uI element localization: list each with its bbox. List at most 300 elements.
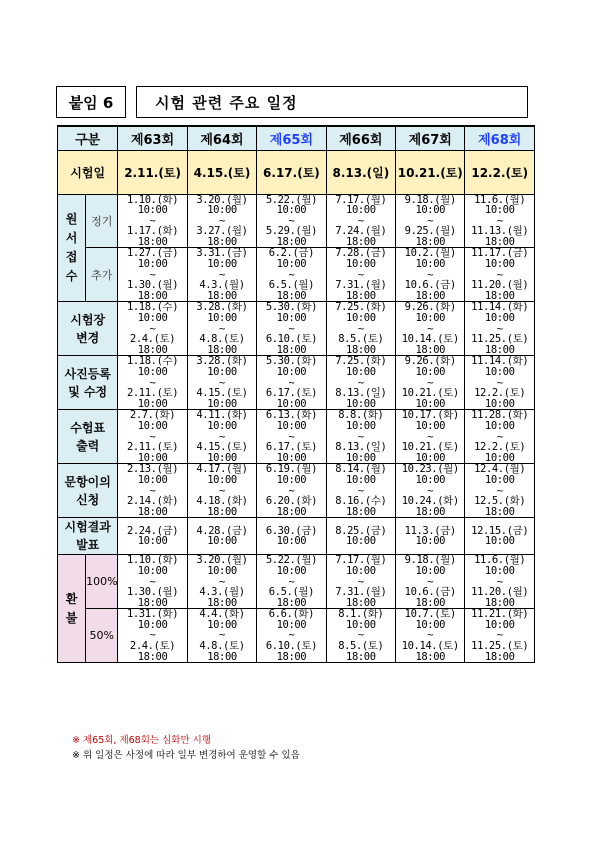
end-date: 6.17.(토) bbox=[265, 387, 318, 400]
start-date: 7.17.(월) bbox=[335, 193, 387, 206]
schedule-cell bbox=[257, 356, 326, 410]
range-tilde: ~ bbox=[219, 376, 225, 389]
start-time: 10:00 bbox=[276, 258, 307, 271]
start-date: 5.30.(화) bbox=[265, 355, 318, 368]
end-time: 18:00 bbox=[415, 650, 446, 663]
col-header-66: 제66회 bbox=[326, 126, 395, 150]
start-time: 10:00 bbox=[484, 618, 515, 631]
end-time: 18:00 bbox=[207, 596, 237, 609]
schedule-cell bbox=[257, 464, 326, 518]
start-date: 3.20.(월) bbox=[196, 554, 248, 567]
range-tilde: ~ bbox=[219, 430, 225, 443]
attachment-badge: 붙임 6 bbox=[56, 86, 126, 118]
exam-date-67: 10.21.(토) bbox=[396, 150, 465, 194]
start-date: 4.17.(월) bbox=[196, 463, 248, 476]
schedule-cell bbox=[396, 248, 465, 302]
range-tilde: ~ bbox=[219, 575, 225, 588]
start-date: 10.17.(화) bbox=[401, 409, 459, 422]
schedule-cell bbox=[465, 194, 535, 248]
start-time: 10:00 bbox=[346, 312, 376, 325]
schedule-cell bbox=[396, 464, 465, 518]
end-time: 18:00 bbox=[415, 235, 446, 248]
schedule-cell bbox=[257, 609, 326, 663]
footnote-schedule-change: ※ 위 일정은 사정에 따라 일부 변경하여 운영할 수 있음 bbox=[72, 750, 300, 761]
start-time: 10:00 bbox=[415, 419, 446, 432]
refund-label: 환 불 bbox=[58, 555, 86, 663]
refund-50-row bbox=[58, 609, 535, 663]
start-date: 3.28.(화) bbox=[196, 355, 248, 368]
venue-row bbox=[58, 302, 535, 356]
exam-date-64: 4.15.(토) bbox=[187, 150, 256, 194]
page-header bbox=[56, 86, 528, 118]
schedule-cell bbox=[396, 518, 465, 555]
start-time: 10:00 bbox=[137, 204, 168, 217]
schedule-cell bbox=[187, 302, 256, 356]
app-regular-label: 정기 bbox=[86, 194, 118, 248]
end-date: 7.31.(월) bbox=[335, 586, 387, 599]
start-time: 10:00 bbox=[346, 419, 376, 432]
end-date: 10.14.(토) bbox=[401, 333, 459, 346]
schedule-cell bbox=[257, 248, 326, 302]
start-date: 12.4.(월) bbox=[474, 463, 526, 476]
end-date: 10.6.(금) bbox=[404, 279, 456, 292]
start-date: 4.4.(화) bbox=[199, 608, 245, 621]
result-label: 시험결과 발표 bbox=[58, 518, 118, 555]
range-tilde: ~ bbox=[288, 376, 295, 389]
end-time: 18:00 bbox=[415, 596, 446, 609]
end-time: 18:00 bbox=[137, 650, 168, 663]
schedule-cell bbox=[118, 248, 187, 302]
end-time: 18:00 bbox=[415, 343, 446, 356]
schedule-cell bbox=[465, 248, 535, 302]
end-date: 1.30.(월) bbox=[126, 279, 179, 292]
document-title: 시험 관련 주요 일정 bbox=[136, 86, 528, 118]
end-date: 9.25.(월) bbox=[404, 225, 456, 238]
start-date: 7.28.(금) bbox=[335, 247, 387, 260]
end-date: 10.21.(토) bbox=[401, 441, 459, 454]
start-date: 4.11.(화) bbox=[196, 409, 248, 422]
end-date: 7.31.(월) bbox=[335, 279, 387, 292]
end-time: 18:00 bbox=[207, 235, 237, 248]
end-time: 18:00 bbox=[276, 235, 307, 248]
range-tilde: ~ bbox=[149, 268, 156, 281]
end-date: 8.5.(토) bbox=[338, 640, 384, 653]
start-time: 10:00 bbox=[137, 618, 168, 631]
start-time: 10:00 bbox=[137, 312, 168, 325]
end-time: 18:00 bbox=[276, 505, 307, 518]
exam-date-68: 12.2.(토) bbox=[465, 150, 535, 194]
photo-row bbox=[58, 356, 535, 410]
start-time: 10:00 bbox=[415, 312, 446, 325]
end-date: 11.25.(토) bbox=[471, 333, 529, 346]
end-date: 11.20.(월) bbox=[471, 279, 529, 292]
end-date: 1.30.(월) bbox=[126, 586, 179, 599]
end-time: 18:00 bbox=[484, 343, 515, 356]
schedule-cell bbox=[326, 194, 395, 248]
range-tilde: ~ bbox=[427, 629, 434, 642]
start-time: 10:00 bbox=[484, 366, 515, 378]
start-time: 10:00 bbox=[276, 473, 307, 486]
start-time: 10:00 bbox=[346, 204, 376, 217]
end-date: 11.13.(월) bbox=[471, 225, 529, 238]
start-date: 3.28.(화) bbox=[196, 301, 248, 314]
start-date: 11.17.(금) bbox=[471, 247, 529, 260]
venue-label: 시험장 변경 bbox=[58, 302, 118, 356]
end-date: 8.5.(토) bbox=[338, 333, 384, 346]
end-time: 18:00 bbox=[276, 596, 307, 609]
exam-date-label: 시험일 bbox=[58, 150, 118, 194]
end-time: 10:00 bbox=[415, 451, 446, 464]
start-date: 12.15.(금) bbox=[471, 524, 529, 537]
range-tilde: ~ bbox=[357, 268, 364, 281]
range-tilde: ~ bbox=[427, 484, 434, 497]
range-tilde: ~ bbox=[496, 484, 503, 497]
schedule-cell bbox=[257, 518, 326, 555]
ticket-row bbox=[58, 410, 535, 464]
end-time: 10:00 bbox=[484, 451, 515, 464]
range-tilde: ~ bbox=[288, 629, 295, 642]
end-time: 18:00 bbox=[207, 289, 237, 302]
start-date: 8.14.(월) bbox=[335, 463, 387, 476]
schedule-cell bbox=[465, 356, 535, 410]
end-time: 18:00 bbox=[346, 343, 376, 356]
start-time: 10:00 bbox=[346, 535, 376, 548]
start-date: 11.21.(화) bbox=[471, 608, 529, 621]
start-date: 1.31.(화) bbox=[126, 608, 179, 621]
end-date: 4.3.(월) bbox=[199, 586, 245, 599]
start-time: 10:00 bbox=[207, 204, 237, 217]
col-header-67: 제67회 bbox=[396, 126, 465, 150]
start-time: 10:00 bbox=[415, 473, 446, 486]
range-tilde: ~ bbox=[427, 214, 434, 227]
end-time: 10:00 bbox=[276, 451, 307, 464]
end-time: 18:00 bbox=[207, 343, 237, 356]
end-date: 6.5.(월) bbox=[268, 279, 315, 292]
start-date: 1.18.(수) bbox=[126, 355, 179, 368]
end-time: 10:00 bbox=[207, 397, 237, 410]
range-tilde: ~ bbox=[357, 214, 364, 227]
schedule-table bbox=[57, 125, 535, 663]
start-time: 10:00 bbox=[415, 564, 446, 577]
start-date: 1.27.(금) bbox=[126, 247, 179, 260]
range-tilde: ~ bbox=[427, 376, 434, 389]
range-tilde: ~ bbox=[219, 322, 225, 335]
range-tilde: ~ bbox=[496, 322, 503, 335]
range-tilde: ~ bbox=[496, 376, 503, 389]
start-date: 3.31.(금) bbox=[196, 247, 248, 260]
end-time: 18:00 bbox=[346, 650, 376, 663]
end-date: 6.10.(토) bbox=[265, 640, 318, 653]
start-time: 10:00 bbox=[346, 258, 376, 271]
range-tilde: ~ bbox=[496, 575, 503, 588]
schedule-cell bbox=[187, 356, 256, 410]
schedule-cell bbox=[396, 356, 465, 410]
end-time: 10:00 bbox=[207, 451, 237, 464]
range-tilde: ~ bbox=[496, 214, 503, 227]
start-date: 2.7.(화) bbox=[129, 409, 176, 422]
col-header-63: 제63회 bbox=[118, 126, 187, 150]
schedule-cell bbox=[326, 410, 395, 464]
start-time: 10:00 bbox=[484, 258, 515, 271]
start-date: 1.18.(수) bbox=[126, 301, 179, 314]
range-tilde: ~ bbox=[496, 430, 503, 443]
start-time: 10:00 bbox=[207, 618, 237, 631]
end-time: 18:00 bbox=[484, 235, 515, 248]
start-time: 10:00 bbox=[484, 204, 515, 217]
schedule-cell bbox=[257, 194, 326, 248]
start-date: 1.10.(화) bbox=[126, 193, 179, 206]
schedule-cell bbox=[465, 555, 535, 609]
range-tilde: ~ bbox=[288, 575, 295, 588]
schedule-cell bbox=[326, 609, 395, 663]
range-tilde: ~ bbox=[427, 322, 434, 335]
schedule-cell bbox=[465, 410, 535, 464]
start-time: 10:00 bbox=[415, 618, 446, 631]
end-time: 10:00 bbox=[137, 397, 168, 410]
start-time: 10:00 bbox=[276, 204, 307, 217]
end-time: 18:00 bbox=[484, 650, 515, 663]
schedule-cell bbox=[465, 609, 535, 663]
footnote-special: ※ 제65회, 제68회는 심화만 시행 bbox=[72, 735, 212, 746]
schedule-cell bbox=[118, 410, 187, 464]
end-time: 18:00 bbox=[276, 289, 307, 302]
end-date: 6.20.(화) bbox=[265, 495, 318, 508]
end-time: 18:00 bbox=[484, 505, 515, 518]
end-time: 18:00 bbox=[276, 650, 307, 663]
start-time: 10:00 bbox=[276, 366, 307, 378]
start-date: 8.25.(금) bbox=[335, 524, 387, 537]
end-date: 2.11.(토) bbox=[126, 441, 179, 454]
end-time: 18:00 bbox=[346, 289, 376, 302]
start-time: 10:00 bbox=[415, 258, 446, 271]
footnotes bbox=[72, 733, 300, 763]
end-date: 2.4.(토) bbox=[129, 333, 176, 346]
end-date: 4.15.(토) bbox=[196, 387, 248, 400]
end-time: 18:00 bbox=[346, 505, 376, 518]
end-date: 4.18.(화) bbox=[196, 495, 248, 508]
schedule-cell bbox=[118, 609, 187, 663]
range-tilde: ~ bbox=[357, 322, 364, 335]
range-tilde: ~ bbox=[357, 484, 364, 497]
end-time: 10:00 bbox=[346, 397, 376, 410]
end-date: 12.5.(화) bbox=[474, 495, 526, 508]
start-time: 10:00 bbox=[207, 419, 237, 432]
start-time: 10:00 bbox=[207, 473, 237, 486]
schedule-cell bbox=[187, 194, 256, 248]
end-time: 18:00 bbox=[137, 505, 168, 518]
end-date: 5.29.(월) bbox=[265, 225, 318, 238]
end-date: 10.14.(토) bbox=[401, 640, 459, 653]
schedule-cell bbox=[465, 302, 535, 356]
end-time: 18:00 bbox=[137, 289, 168, 302]
refund-100-label: 100% bbox=[86, 555, 118, 609]
end-time: 18:00 bbox=[207, 505, 237, 518]
end-time: 18:00 bbox=[276, 343, 307, 356]
start-date: 5.22.(월) bbox=[265, 193, 318, 206]
range-tilde: ~ bbox=[288, 214, 295, 227]
schedule-cell bbox=[187, 555, 256, 609]
start-time: 10:00 bbox=[484, 312, 515, 325]
end-time: 18:00 bbox=[484, 596, 515, 609]
end-date: 12.2.(토) bbox=[474, 441, 526, 454]
end-date: 12.2.(토) bbox=[474, 387, 526, 400]
start-time: 10:00 bbox=[137, 535, 168, 548]
range-tilde: ~ bbox=[219, 268, 225, 281]
start-time: 10:00 bbox=[484, 473, 515, 486]
result-row bbox=[58, 518, 535, 555]
schedule-cell bbox=[465, 464, 535, 518]
end-date: 2.14.(화) bbox=[126, 495, 179, 508]
schedule-cell bbox=[187, 464, 256, 518]
end-time: 18:00 bbox=[415, 289, 446, 302]
schedule-cell bbox=[326, 518, 395, 555]
start-time: 10:00 bbox=[207, 258, 237, 271]
start-time: 10:00 bbox=[484, 419, 515, 432]
start-date: 11.6.(월) bbox=[474, 193, 526, 206]
end-time: 10:00 bbox=[346, 451, 376, 464]
schedule-cell bbox=[326, 555, 395, 609]
schedule-cell bbox=[257, 410, 326, 464]
end-date: 6.17.(토) bbox=[265, 441, 318, 454]
end-date: 10.21.(토) bbox=[401, 387, 459, 400]
start-date: 5.22.(월) bbox=[265, 554, 318, 567]
start-time: 10:00 bbox=[207, 312, 237, 325]
end-date: 2.11.(토) bbox=[126, 387, 179, 400]
start-date: 7.25.(화) bbox=[335, 355, 387, 368]
start-date: 6.19.(월) bbox=[265, 463, 318, 476]
start-date: 9.18.(월) bbox=[404, 554, 456, 567]
ticket-label: 수험표 출력 bbox=[58, 410, 118, 464]
exam-date-row bbox=[58, 150, 535, 194]
range-tilde: ~ bbox=[288, 484, 295, 497]
schedule-cell bbox=[396, 555, 465, 609]
photo-label: 사진등록 및 수정 bbox=[58, 356, 118, 410]
start-date: 3.20.(월) bbox=[196, 193, 248, 206]
end-date: 8.13.(일) bbox=[335, 387, 387, 400]
schedule-cell bbox=[396, 194, 465, 248]
exam-date-63: 2.11.(토) bbox=[118, 150, 187, 194]
end-date: 10.6.(금) bbox=[404, 586, 456, 599]
end-time: 18:00 bbox=[346, 235, 376, 248]
range-tilde: ~ bbox=[149, 484, 156, 497]
end-date: 1.17.(화) bbox=[126, 225, 179, 238]
range-tilde: ~ bbox=[357, 575, 364, 588]
start-date: 7.17.(월) bbox=[335, 554, 387, 567]
schedule-cell bbox=[326, 302, 395, 356]
start-date: 9.26.(화) bbox=[404, 355, 456, 368]
range-tilde: ~ bbox=[427, 575, 434, 588]
end-time: 18:00 bbox=[346, 596, 376, 609]
start-time: 10:00 bbox=[207, 366, 237, 378]
start-date: 11.3.(금) bbox=[404, 524, 456, 537]
start-time: 10:00 bbox=[276, 564, 307, 577]
start-date: 11.28.(화) bbox=[471, 409, 529, 422]
start-date: 8.1.(화) bbox=[338, 608, 384, 621]
schedule-cell bbox=[187, 518, 256, 555]
end-date: 6.5.(월) bbox=[268, 586, 315, 599]
col-header-68: 제68회 bbox=[465, 126, 535, 150]
end-date: 7.24.(월) bbox=[335, 225, 387, 238]
end-date: 4.8.(토) bbox=[199, 333, 245, 346]
appeal-label: 문항이의 신청 bbox=[58, 464, 118, 518]
start-date: 10.23.(월) bbox=[401, 463, 459, 476]
schedule-cell bbox=[396, 410, 465, 464]
start-time: 10:00 bbox=[137, 419, 168, 432]
app-extra-row bbox=[58, 248, 535, 302]
start-time: 10:00 bbox=[346, 473, 376, 486]
end-date: 8.16.(수) bbox=[335, 495, 387, 508]
start-date: 6.6.(화) bbox=[268, 608, 315, 621]
end-time: 18:00 bbox=[415, 505, 446, 518]
schedule-cell bbox=[257, 555, 326, 609]
end-date: 11.20.(월) bbox=[471, 586, 529, 599]
range-tilde: ~ bbox=[288, 322, 295, 335]
schedule-cell bbox=[118, 518, 187, 555]
column-header-row bbox=[58, 126, 535, 150]
range-tilde: ~ bbox=[219, 214, 225, 227]
schedule-cell bbox=[187, 609, 256, 663]
start-date: 1.10.(화) bbox=[126, 554, 179, 567]
start-time: 10:00 bbox=[137, 473, 168, 486]
schedule-cell bbox=[118, 555, 187, 609]
end-time: 18:00 bbox=[137, 596, 168, 609]
schedule-cell bbox=[118, 194, 187, 248]
end-time: 18:00 bbox=[137, 235, 168, 248]
exam-date-65: 6.17.(토) bbox=[257, 150, 326, 194]
schedule-cell bbox=[326, 464, 395, 518]
schedule-cell bbox=[257, 302, 326, 356]
end-time: 10:00 bbox=[484, 397, 515, 410]
start-time: 10:00 bbox=[415, 366, 446, 378]
range-tilde: ~ bbox=[149, 629, 156, 642]
refund-100-row bbox=[58, 555, 535, 609]
start-time: 10:00 bbox=[484, 564, 515, 577]
start-time: 10:00 bbox=[346, 618, 376, 631]
start-date: 9.18.(월) bbox=[404, 193, 456, 206]
refund-50-label: 50% bbox=[86, 609, 118, 663]
range-tilde: ~ bbox=[496, 629, 503, 642]
schedule-cell bbox=[187, 248, 256, 302]
end-date: 4.15.(토) bbox=[196, 441, 248, 454]
start-time: 10:00 bbox=[276, 312, 307, 325]
range-tilde: ~ bbox=[288, 268, 295, 281]
end-time: 18:00 bbox=[207, 650, 237, 663]
start-date: 11.14.(화) bbox=[471, 355, 529, 368]
start-date: 5.30.(화) bbox=[265, 301, 318, 314]
start-date: 8.8.(화) bbox=[338, 409, 384, 422]
application-label: 원 서 접 수 bbox=[58, 194, 86, 302]
end-time: 18:00 bbox=[484, 289, 515, 302]
start-time: 10:00 bbox=[276, 419, 307, 432]
range-tilde: ~ bbox=[496, 268, 503, 281]
start-date: 10.2.(월) bbox=[404, 247, 456, 260]
appeal-row bbox=[58, 464, 535, 518]
start-date: 6.2.(금) bbox=[268, 247, 315, 260]
start-time: 10:00 bbox=[276, 618, 307, 631]
start-time: 10:00 bbox=[207, 535, 237, 548]
schedule-cell bbox=[396, 302, 465, 356]
end-time: 10:00 bbox=[276, 397, 307, 410]
range-tilde: ~ bbox=[427, 268, 434, 281]
start-date: 6.13.(화) bbox=[265, 409, 318, 422]
end-date: 11.25.(토) bbox=[471, 640, 529, 653]
start-date: 2.24.(금) bbox=[126, 524, 179, 537]
range-tilde: ~ bbox=[149, 322, 156, 335]
end-date: 2.4.(토) bbox=[129, 640, 176, 653]
range-tilde: ~ bbox=[357, 629, 364, 642]
start-date: 11.14.(화) bbox=[471, 301, 529, 314]
exam-date-66: 8.13.(일) bbox=[326, 150, 395, 194]
